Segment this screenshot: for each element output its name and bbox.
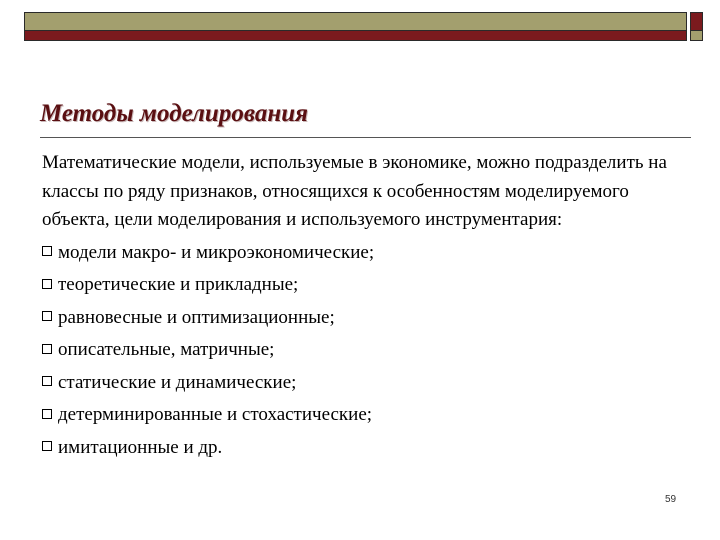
bullet-list (42, 237, 682, 465)
bullet-text: детерминированные и стохастические; (58, 404, 373, 425)
hollow-square-icon (42, 246, 52, 256)
bullet-text: статические и динамические; (58, 371, 297, 393)
header-bar-olive (24, 12, 687, 31)
header-square-maroon (690, 12, 703, 31)
hollow-square-icon (42, 409, 52, 419)
list-item (42, 237, 682, 270)
list-item (42, 302, 682, 335)
bullet-text: равновесные и оптимизационные; (58, 306, 335, 328)
list-item (42, 367, 682, 400)
list-item (42, 399, 682, 432)
hollow-square-icon (42, 376, 52, 386)
bullet-text: модели макро- и микроэкономические; (58, 241, 375, 263)
header-bar-maroon (24, 31, 687, 41)
hollow-square-icon (42, 311, 52, 321)
bullet-text: имитационные и др. (58, 436, 223, 458)
list-item (42, 432, 682, 465)
hollow-square-icon (42, 279, 52, 289)
slide-body (42, 149, 682, 464)
hollow-square-icon (42, 344, 52, 354)
intro-paragraph: Математические модели, используемые в экономике, можно подразделить на классы по ряду признаков, относящихся к особенностям моделируемого объекта, цели моделирования и используемого инструментария: (42, 152, 667, 230)
page-number: 59 (665, 494, 677, 505)
bullet-text: описательные, матричные; (58, 339, 275, 360)
bullet-text: теоретические и прикладные; (58, 274, 299, 295)
hollow-square-icon (42, 441, 52, 451)
list-item (42, 334, 682, 367)
header-square-olive (690, 31, 703, 41)
slide-title: Методы моделирования (40, 100, 308, 127)
list-item (42, 269, 682, 302)
title-divider (40, 137, 691, 138)
